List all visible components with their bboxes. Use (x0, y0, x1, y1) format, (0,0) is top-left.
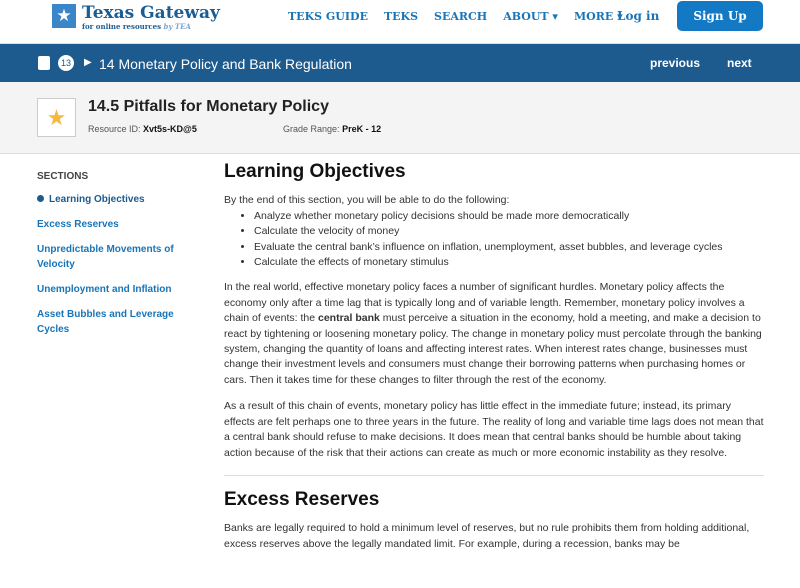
nav-teks-guide[interactable]: TEKS GUIDE (288, 10, 368, 23)
logo-by: by TEA (163, 22, 191, 31)
resource-id-value: Xvt5s-KD@5 (143, 124, 197, 134)
nav-more[interactable]: MORE ▾ (573, 10, 623, 23)
previous-link[interactable]: previous (650, 56, 701, 70)
paragraph: Banks are legally required to hold a minimum level of reserves, but no rule prohibits them from holding additional, excess reserves above the legally mandated limit. For example, during a recession, banks may be (224, 522, 750, 550)
section-velocity[interactable]: Unpredictable Movements of Velocity (37, 244, 174, 270)
nav-teks[interactable]: TEKS (383, 10, 419, 23)
favorite-star-icon[interactable]: ★ (37, 98, 76, 137)
section-unemployment-inflation[interactable]: Unemployment and Inflation (37, 284, 172, 295)
chapter-bar (0, 44, 800, 82)
text: In the real world, effective monetary policy faces a number of significant hurdles. Monetary policy affects the economy only after a time lag that is typically long and of variable length. Remember, monetary policy involves a chain of events: the (224, 281, 745, 325)
term-central-bank[interactable]: central bank (317, 312, 380, 325)
resource-id (88, 124, 197, 134)
next-link[interactable]: next (727, 56, 752, 70)
list-item: • Evaluate the central bank’s influence on inflation, unemployment, asset bubbles, and leverage cycles (254, 240, 764, 255)
grade-range-value: PreK - 12 (342, 124, 382, 134)
section-excess-reserves[interactable]: Excess Reserves (37, 219, 119, 230)
nav-search[interactable]: SEARCH (434, 10, 488, 23)
resource-id-label: Resource ID: (88, 124, 141, 134)
paragraph: As a result of this chain of events, monetary policy has little effect in the immediate future; instead, its primary effects are felt perhaps one to three years in the future. The reality of long and variable time lags does not mean that a central bank should refuse to make decisions. It does mean that central banks should be humble about taking action because of the risk that their actions can create as much or more economic instability as they resolve. (224, 400, 764, 459)
text: must perceive a situation in the economy, hold a meeting, and make a decision to react by tightening or loosening monetary policy. The change in monetary policy must percolate through the banking system, changing the quantity of loans and affecting interest rates. When interest rates change, businesses must change their investment levels and consumers must change their borrowing patterns when purchasing homes or cars. Then it takes time for these changes to filter through the rest of the economy. (224, 312, 762, 386)
list-item: • Calculate the effects of monetary stimulus (254, 255, 764, 270)
logo-subtitle-text: for online resources (82, 22, 162, 31)
list-item: • Analyze whether monetary policy decisions should be made more democratically (254, 209, 764, 224)
divider (224, 475, 764, 476)
caret-right-icon[interactable]: ▶ (84, 57, 92, 68)
section-asset-bubbles[interactable]: Asset Bubbles and Leverage Cycles (37, 309, 174, 335)
chapter-title[interactable]: 14 Monetary Policy and Bank Regulation (99, 56, 352, 72)
texas-gateway-logo[interactable] (38, 4, 220, 31)
grade-range (283, 124, 381, 134)
calendar-icon[interactable] (38, 56, 50, 70)
logo-title: Texas Gateway (82, 3, 220, 23)
paragraph (224, 280, 764, 388)
objectives-list (254, 209, 764, 271)
logo-subtitle (82, 22, 220, 31)
intro-text: By the end of this section, you will be able to do the following: (224, 194, 510, 207)
signup-button[interactable]: Sign Up (677, 1, 763, 31)
list-item: • Calculate the velocity of money (254, 224, 764, 239)
login-link[interactable]: Log in (617, 9, 660, 23)
page-title: 14.5 Pitfalls for Monetary Policy (88, 98, 329, 115)
learning-objectives-heading: Learning Objectives (224, 161, 406, 182)
top-nav (0, 0, 800, 44)
sections-sidebar (37, 171, 197, 347)
nav-about[interactable]: ABOUT ▾ (503, 10, 558, 23)
excess-reserves-heading: Excess Reserves (224, 488, 380, 510)
grade-range-label: Grade Range: (283, 124, 340, 134)
section-learning-objectives[interactable]: Learning Objectives (37, 192, 197, 207)
count-badge[interactable]: 13 (58, 55, 74, 71)
star-icon: ★ (52, 4, 76, 28)
main-content (224, 161, 764, 563)
resource-header (0, 82, 800, 154)
sections-heading: SECTIONS (37, 171, 89, 182)
